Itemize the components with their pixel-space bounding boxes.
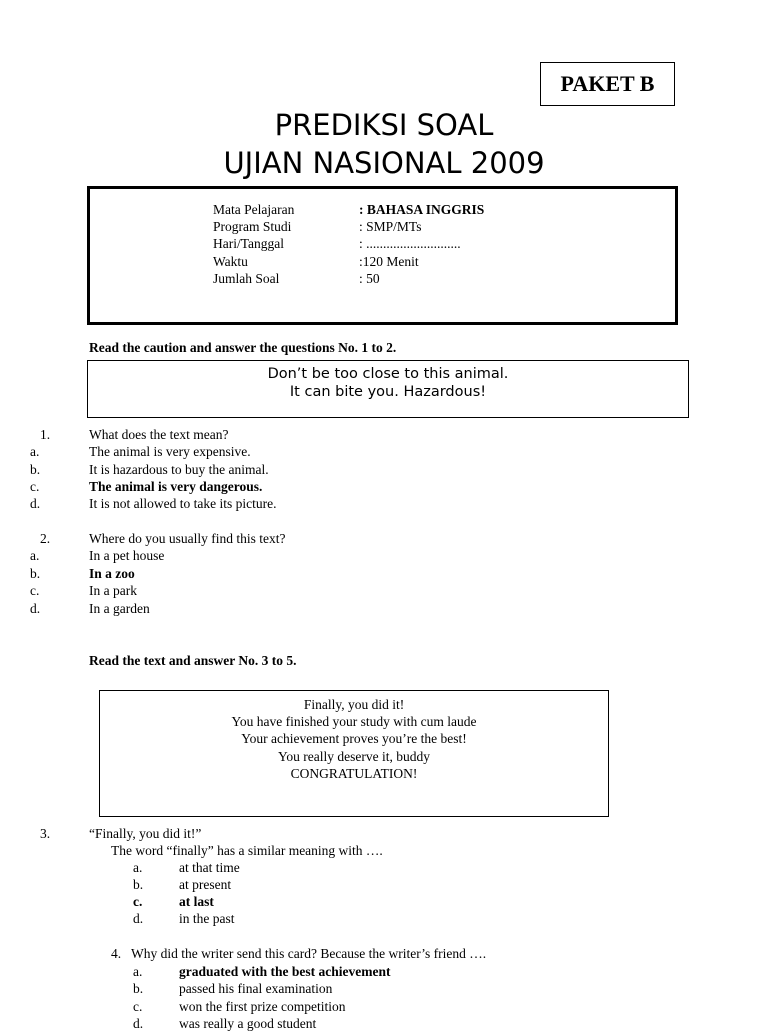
q2-text: Where do you usually find this text? — [89, 531, 286, 546]
q1-text: What does the text mean? — [89, 427, 229, 442]
q1-option-a-letter: a. — [30, 444, 40, 459]
caution-line-2: It can bite you. Hazardous! — [289, 384, 487, 400]
q2-option-a-letter: a. — [30, 548, 40, 563]
info-value-subject: : BAHASA INGGRIS — [359, 202, 485, 217]
q2-number: 2. — [40, 531, 51, 546]
info-label-time: Waktu — [213, 254, 248, 269]
card-line-2: You have finished your study with cum laude — [231, 714, 477, 730]
info-value-count: : 50 — [359, 271, 380, 286]
section-instruction-1: Read the caution and answer the questions No. 1 to 2. — [89, 340, 397, 355]
q2-option-d-letter: d. — [30, 601, 41, 616]
q2-option-c: In a park — [89, 583, 137, 598]
info-label-date: Hari/Tanggal — [213, 236, 285, 251]
q4-option-a-letter: a. — [133, 964, 143, 979]
card-line-3: Your achievement proves you’re the best! — [241, 731, 467, 747]
card-line-1: Finally, you did it! — [303, 697, 405, 712]
title-line-1: PREDIKSI SOAL — [274, 108, 494, 142]
q1-option-d-letter: d. — [30, 496, 41, 511]
q2-option-d: In a garden — [89, 601, 150, 616]
q1-number: 1. — [40, 427, 51, 442]
q1-option-a: The animal is very expensive. — [89, 444, 251, 459]
card-line-5: CONGRATULATION! — [290, 765, 418, 781]
info-value-program: : SMP/MTs — [359, 219, 422, 234]
q2-option-a: In a pet house — [89, 548, 165, 563]
q1-option-c: The animal is very dangerous. — [89, 479, 263, 494]
info-label-subject: Mata Pelajaran — [213, 202, 295, 217]
q1-option-c-letter: c. — [30, 479, 40, 494]
q3-text: The word “finally” has a similar meaning with …. — [111, 843, 383, 858]
congratulation-card — [99, 690, 609, 817]
info-label-count: Jumlah Soal — [213, 271, 280, 286]
caution-box — [87, 360, 689, 418]
q3-quote: “Finally, you did it!” — [89, 826, 202, 841]
q1-option-d: It is not allowed to take its picture. — [89, 496, 277, 511]
q2-option-b-letter: b. — [30, 566, 41, 581]
q1-option-b-letter: b. — [30, 462, 41, 477]
q2-option-c-letter: c. — [30, 583, 40, 598]
q4-option-b-letter: b. — [133, 981, 144, 996]
q3-option-d-letter: d. — [133, 911, 144, 926]
card-line-4: You really deserve it, buddy — [278, 748, 430, 764]
q3-option-b-letter: b. — [133, 877, 144, 892]
q3-option-c-letter: c. — [133, 894, 143, 909]
q3-option-b: at present — [179, 877, 232, 892]
q4-option-a: graduated with the best achievement — [179, 964, 391, 979]
info-label-program: Program Studi — [213, 219, 292, 234]
q3-option-a: at that time — [179, 860, 240, 875]
q3-option-c: at last — [179, 894, 214, 909]
q4-option-d-letter: d. — [133, 1016, 144, 1031]
q3-option-a-letter: a. — [133, 860, 143, 875]
q2-option-b: In a zoo — [89, 566, 135, 581]
q3-option-d: in the past — [179, 911, 235, 926]
title-line-2: UJIAN NASIONAL 2009 — [223, 146, 545, 180]
info-value-date: : ............................ — [359, 236, 461, 251]
paket-label: PAKET B — [540, 62, 675, 106]
q4-option-c-letter: c. — [133, 999, 143, 1014]
q4-text: 4. Why did the writer send this card? Because the writer’s friend …. — [111, 946, 487, 961]
section-instruction-2: Read the text and answer No. 3 to 5. — [89, 653, 297, 668]
q4-option-d: was really a good student — [179, 1016, 317, 1031]
q3-number: 3. — [40, 826, 51, 841]
caution-line-1: Don’t be too close to this animal. — [267, 366, 509, 382]
q1-option-b: It is hazardous to buy the animal. — [89, 462, 269, 477]
info-value-time: :120 Menit — [359, 254, 419, 269]
q4-option-b: passed his final examination — [179, 981, 333, 996]
q4-option-c: won the first prize competition — [179, 999, 346, 1014]
